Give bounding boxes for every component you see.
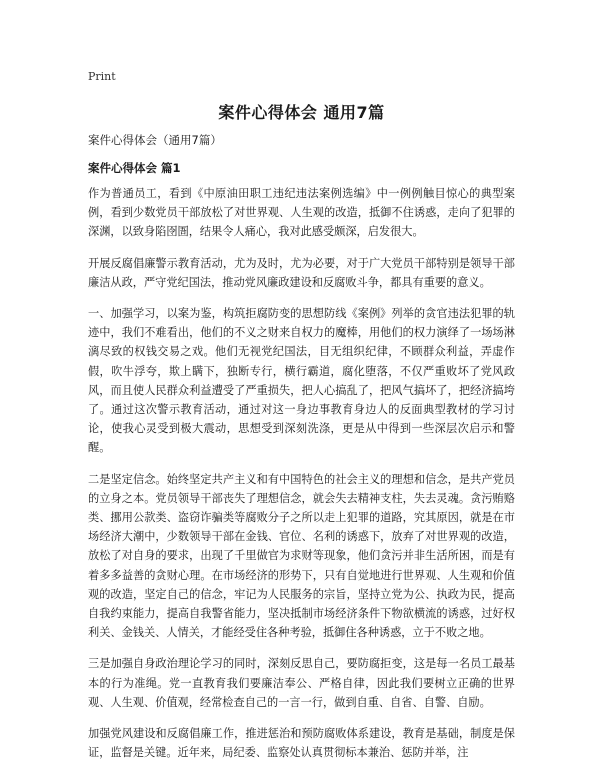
paragraph: 开展反腐倡廉警示教育活动，尤为及时，尤为必要，对于广大党员干部特别是领导干部廉洁从政，严守党纪国法，推动党风廉政建设和反腐败斗争，都具有重要的意义。 [88, 256, 515, 289]
section-heading: 案件心得体会 篇1 [88, 161, 181, 175]
paragraph: 一、加强学习，以案为鉴，构筑拒腐防变的思想防线《案例》列举的贪官违法犯罪的轨迹中，我们不难看出，他们的不义之财来自权力的魔棒，用他们的权力演绎了一场场淋漓尽致的权钱交易之戏。他们无视党纪国法，目无组织纪律，不顾群众利益，弄虚作假，吹牛浮夸，欺上瞒下，独断专行，横行霸道，腐化堕落，不仅严重败坏了党风政风，而且使人民群众利益遭受了严重损失，把人心搞乱了，把风气搞坏了，把经济搞垮了。通过这次警示教育活动，通过对这一身边事教育身边人的反面典型教材的学习讨论，使我心灵受到极大震动，思想受到深刻洗涤，更是从中得到一些深层次启示和警醒。 [88, 307, 515, 455]
paragraph: 二是坚定信念。始终坚定共产主义和有中国特色的社会主义的理想和信念，是共产党员的立身之本。党员领导干部丧失了理想信念，就会失去精神支柱，失去灵魂。贪污贿赂类、挪用公款类、盗窃诈骗类等腐败分子之所以走上犯罪的道路，究其原因，就是在市场经济大潮中，少数领导干部在金钱、官位、名利的诱惑下，放弃了对世界观的改造，放松了对自身的要求，出现了千里做官为求财等现象，他们贪污并非生活所困，而是有着多多益善的贪财心理。在市场经济的形势下，只有自觉地进行世界观、人生观和价值观的改造，坚定自己的信念，牢记为人民服务的宗旨，坚持立党为公、执政为民，提高自我约束能力，提高自我警省能力，坚决抵制市场经济条件下物欲横流的诱惑，过好权利关、金钱关、人情关，才能经受住各种考验，抵御住各种诱惑，立于不败之地。 [88, 472, 515, 640]
paragraph: 作为普通员工，看到《中原油田职工违纪违法案例选编》中一例例触目惊心的典型案例，看到少数党员干部放松了对世界观、人生观的改造，抵御不住诱惑，走向了犯罪的深渊，以致身陷囹圄，结果令人痛心，我对此感受颇深，启发很大。 [88, 187, 515, 239]
document-subtitle: 案件心得体会（通用7篇） [88, 133, 222, 147]
document-title: 案件心得体会 通用7篇 [218, 103, 385, 122]
paragraph: 加强党风建设和反腐倡廉工作，推进惩治和预防腐败体系建设，教育是基础，制度是保证，监督是关键。近年来，局纪委、监察处认真贯彻标本兼治、惩防并举，注 [88, 727, 515, 760]
print-label[interactable]: Print [88, 70, 116, 83]
paragraph: 三是加强自身政治理论学习的同时，深刻反思自己，要防腐拒变，这是每一名员工最基本的行为准绳。党一直教育我们要廉洁奉公、严格自律，因此我们要树立正确的世界观、人生观、价值观，经常检查自己的一言一行，做到自重、自省、自警、自励。 [88, 657, 515, 709]
document-body [88, 184, 515, 774]
